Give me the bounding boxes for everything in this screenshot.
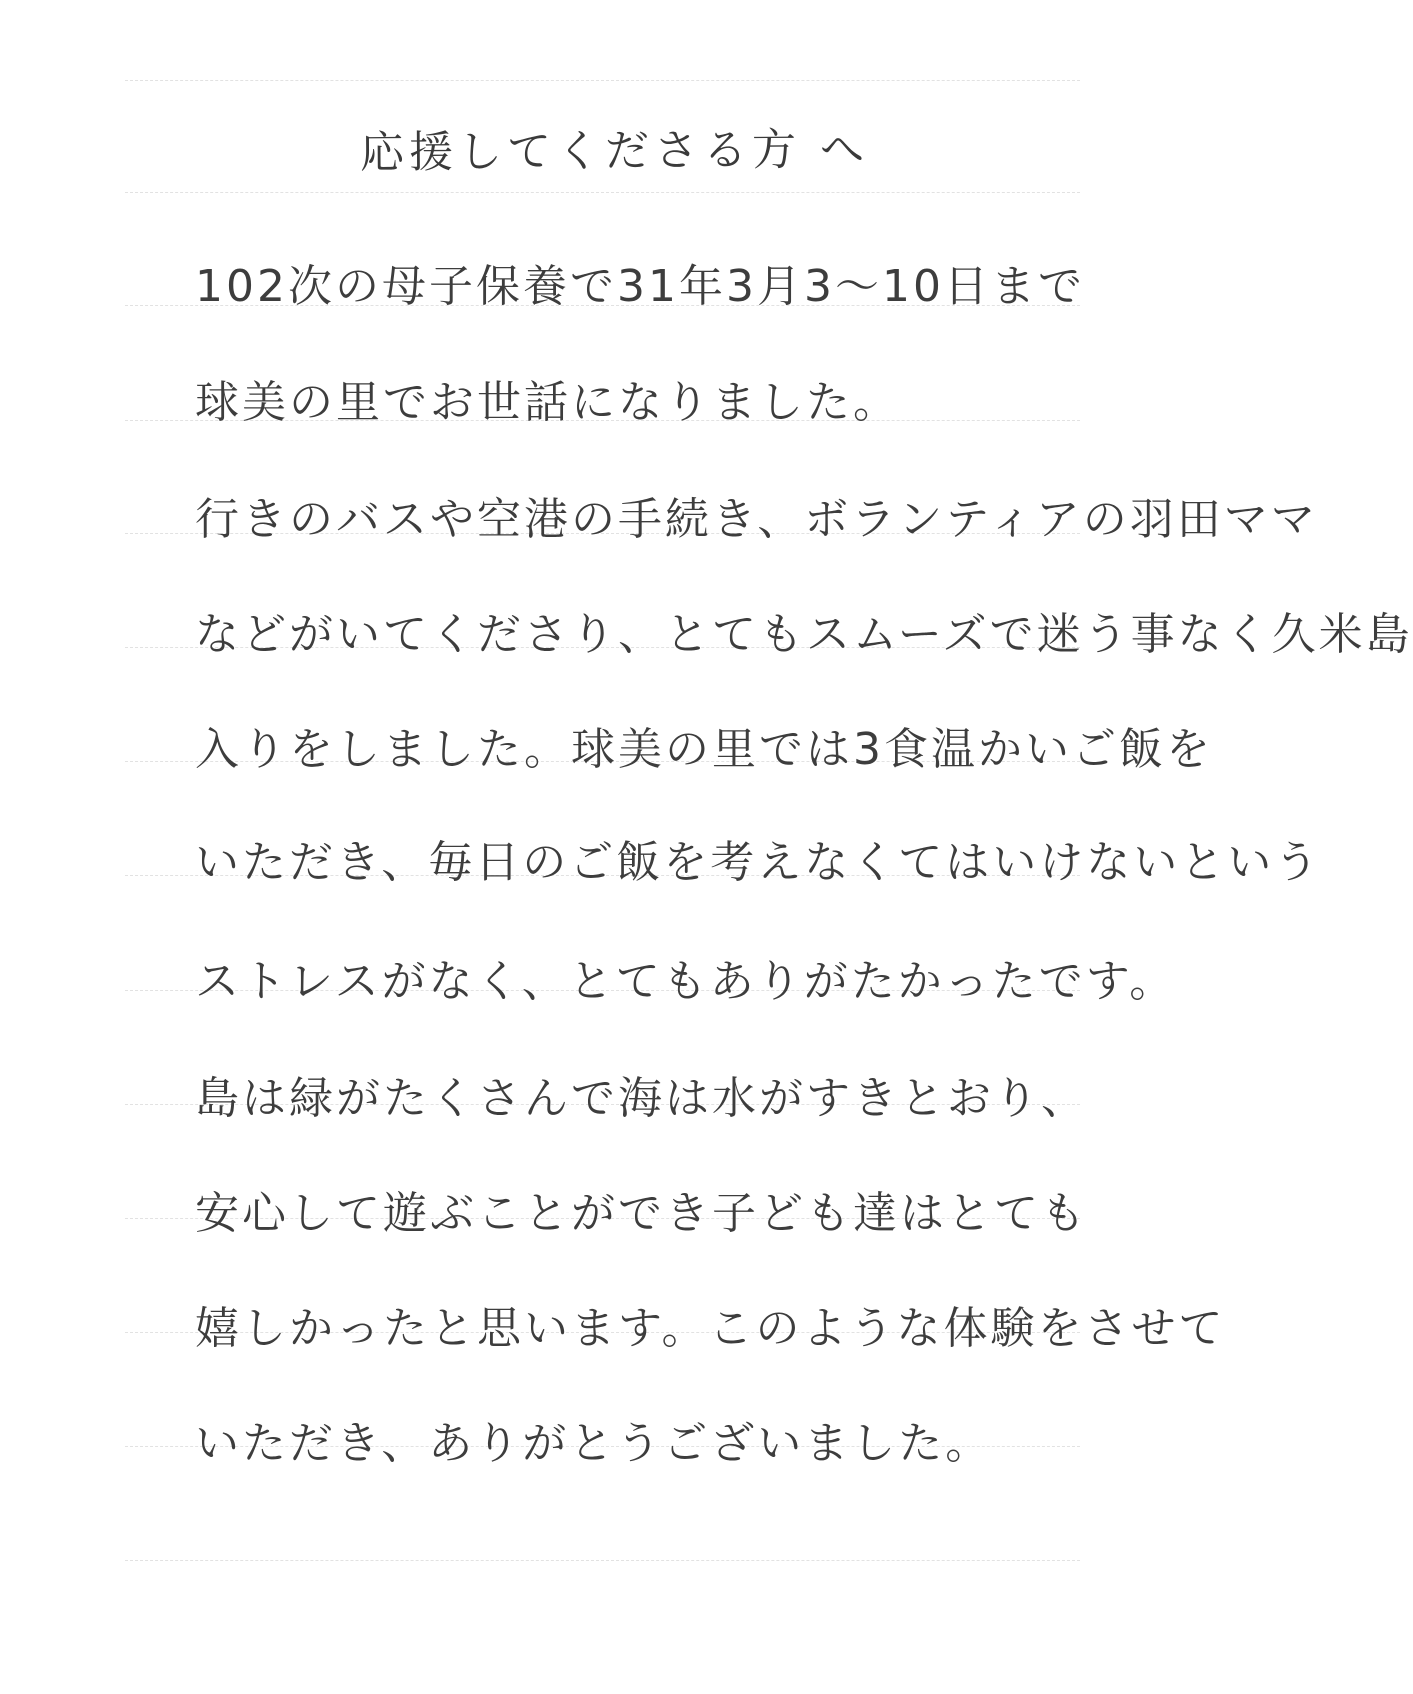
letter-line-5: 入りをしました。球美の里では3食温かいご飯を: [195, 724, 1213, 775]
letter-line-9: 安心して遊ぶことができ子ども達はとても: [195, 1188, 1088, 1239]
letter-line-7: ストレスがなく、とてもありがたかったです。: [195, 956, 1177, 1007]
ruled-line: [125, 1560, 1080, 1561]
letter-line-11: いただき、ありがとうございました。: [195, 1418, 993, 1469]
letter-line-6: いただき、毎日のご飯を考えなくてはいけないという: [195, 837, 1322, 888]
letter-line-4: などがいてくださり、とてもスムーズで迷う事なく久米島: [195, 609, 1413, 660]
letter-line-10: 嬉しかったと思います。このような体験をさせて: [195, 1303, 1226, 1354]
letter-title: 応援してくださる方 へ: [359, 124, 870, 179]
letter-line-8: 島は緑がたくさんで海は水がすきとおり、: [195, 1073, 1088, 1124]
letter-line-1: 102次の母子保養で31年3月3〜10日まで: [195, 261, 1085, 312]
ruled-line: [125, 192, 1080, 193]
letter-line-3: 行きのバスや空港の手続き、ボランティアの羽田ママ: [195, 494, 1318, 545]
letter-line-2: 球美の里でお世話になりました。: [195, 377, 900, 428]
ruled-line: [125, 80, 1080, 81]
